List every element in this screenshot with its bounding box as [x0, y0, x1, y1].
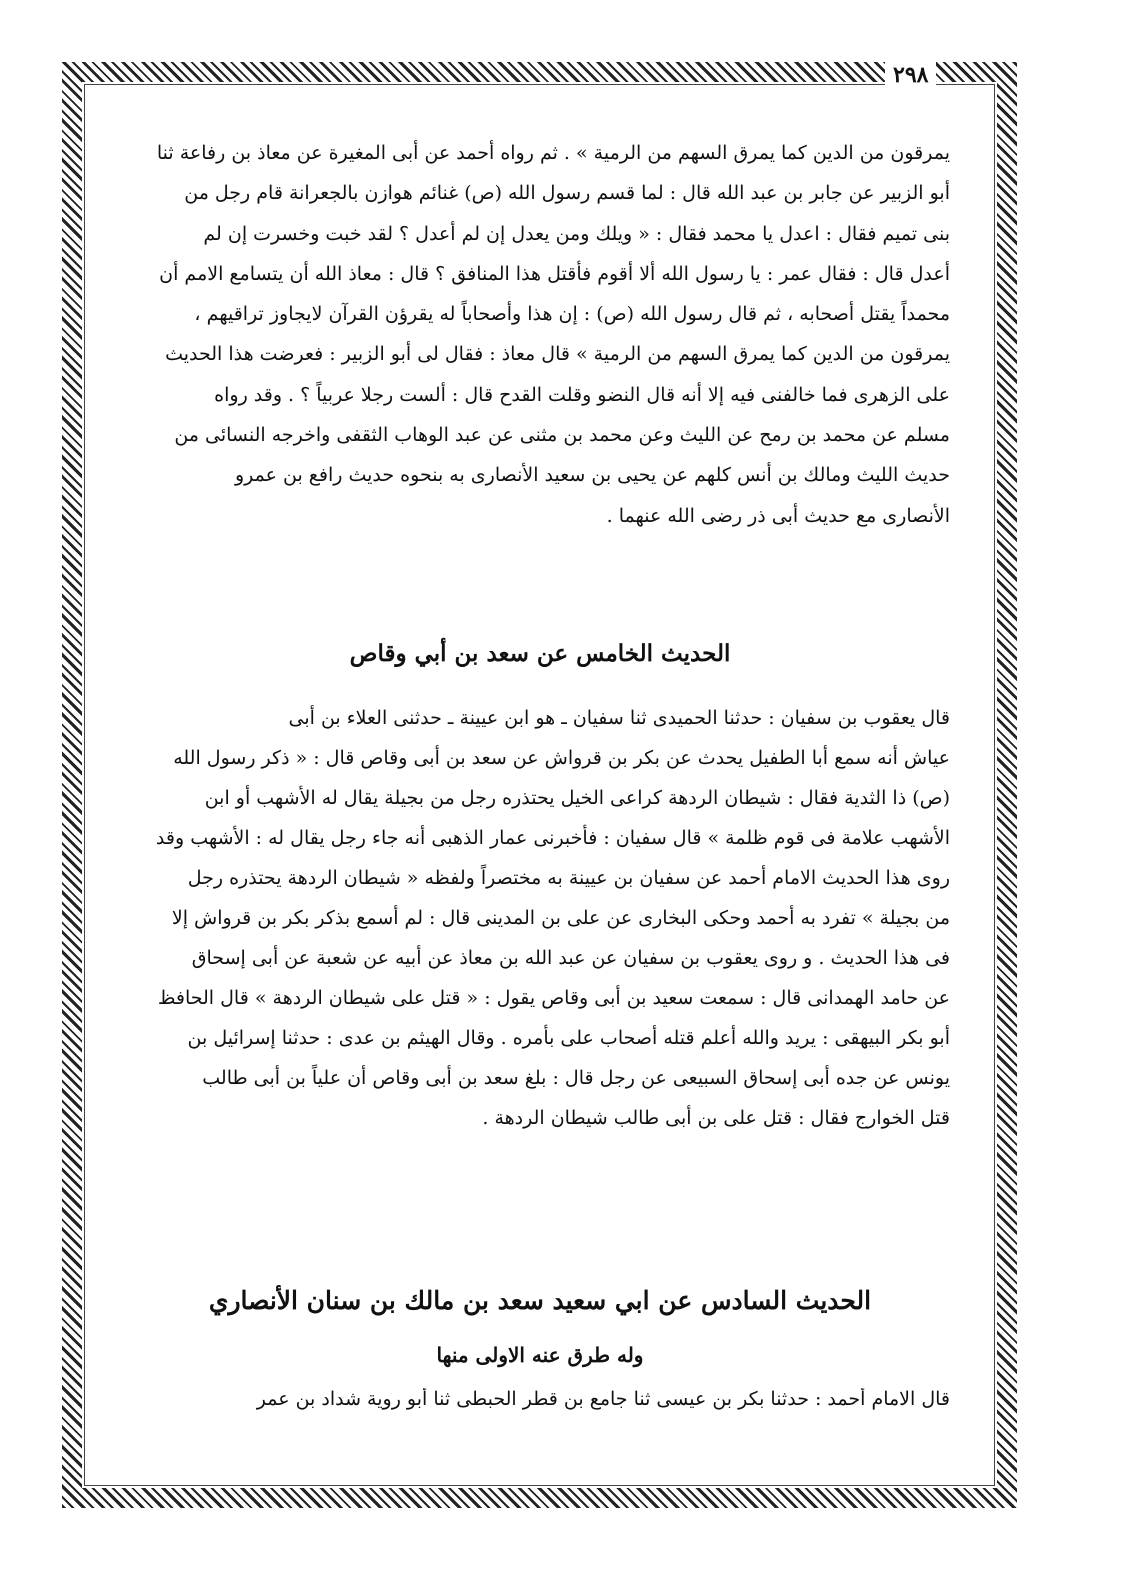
text-line: (ص) ذا الثدية فقال : شيطان الردهة كراعى الخيل يحتذره رجل من بجيلة يقال له الأشهب أو ابن: [204, 787, 950, 809]
page-number: ٢٩٨: [885, 62, 936, 88]
text-line: من بجيلة » تفرد به أحمد وحكى البخارى عن على بن المدينى قال : لم أسمع بذكر بكر بن قرواش إلا: [171, 907, 950, 929]
text-line: أبو الزبير عن جابر بن عبد الله قال : لما قسم رسول الله (ص) غنائم هوازن بالجعرانة قام رجل من: [184, 182, 950, 205]
text-line: يمرقون من الدين كما يمرق السهم من الرمية » . ثم رواه أحمد عن أبى المغيرة عن معاذ بن رفاعة ثنا: [156, 142, 950, 164]
text-line: عن حامد الهمدانى قال : سمعت سعيد بن أبى وقاص يقول : « قتل على شيطان الردهة » قال الحافظ: [157, 987, 950, 1009]
text-line: قال الامام أحمد : حدثنا بكر بن عيسى ثنا جامع بن قطر الحبطى ثنا أبو روية شداد بن عمر: [256, 1388, 950, 1410]
text-line: محمداً يقتل أصحابه ، ثم قال رسول الله (ص) : إن هذا وأصحاباً له يقرؤن القرآن لايجاوز تراقيهم ،: [194, 303, 950, 326]
text-line: عياش أنه سمع أبا الطفيل يحدث عن بكر بن قرواش عن سعد بن أبى وقاص قال : « ذكر رسول الله: [173, 747, 950, 769]
paragraph-2: [130, 698, 950, 1138]
paragraph-1: [130, 133, 950, 536]
text-line: الأنصارى مع حديث أبى ذر رضى الله عنهما .: [606, 504, 950, 527]
text-line: مسلم عن محمد بن رمح عن الليث وعن محمد بن مثنى عن عبد الوهاب الثقفى واخرجه النسائى من: [174, 424, 950, 447]
text-line: يونس عن جده أبى إسحاق السبيعى عن رجل قال : بلغ سعد بن أبى وقاص أن علياً بن أبى طالب: [202, 1067, 950, 1089]
text-line: يمرقون من الدين كما يمرق السهم من الرمية » قال معاذ : فقال لى أبو الزبير : فعرضت هذا الحديث: [165, 343, 950, 366]
text-line: بنى تميم فقال : اعدل يا محمد فقال : « ويلك ومن يعدل إن لم أعدل ؟ لقد خبت وخسرت إن لم: [203, 222, 950, 245]
text-line: أبو بكر البيهقى : يريد والله أعلم قتله أصحاب على بأمره . وقال الهيثم بن عدى : حدثنا إسرائيل بن: [187, 1027, 950, 1049]
text-line: قتل الخوارج فقال : قتل على بن أبى طالب شيطان الردهة .: [482, 1107, 950, 1129]
section-subheading: وله طرق عنه الاولى منها: [436, 1343, 644, 1367]
text-line: حديث الليث ومالك بن أنس كلهم عن يحيى بن سعيد الأنصارى به بنحوه حديث رافع بن عمرو: [234, 464, 950, 487]
text-line: على الزهرى فما خالفنى فيه إلا أنه قال النضو وقلت القدح قال : ألست رجلا عربياً ؟ . وقد رواه: [214, 383, 950, 406]
text-line: فى هذا الحديث . و روى يعقوب بن سفيان عن عبد الله بن معاذ عن أبيه عن شعبة عن أبى إسحاق: [191, 947, 950, 969]
text-line: أعدل قال : فقال عمر : يا رسول الله ألا أقوم فأقتل هذا المنافق ؟ قال : معاذ الله أن يتسامع الامم أن: [159, 262, 950, 285]
text-line: روى هذا الحديث الامام أحمد عن سفيان بن عيينة به مختصراً ولفظه « شيطان الردهة يحتذره رجل: [187, 867, 950, 889]
section-heading: الحديث السادس عن ابي سعيد سعد بن مالك بن سنان الأنصاري: [208, 1286, 872, 1315]
text-line: الأشهب علامة فى قوم ظلمة » قال سفيان : فأخبرنى عمار الذهبى أنه جاء رجل يقال له : الأشهب وقد: [155, 827, 950, 849]
section-heading: الحديث الخامس عن سعد بن أبي وقاص: [349, 640, 731, 667]
text-line: قال يعقوب بن سفيان : حدثنا الحميدى ثنا سفيان ـ هو ابن عيينة ـ حدثنى العلاء بن أبى: [288, 707, 950, 729]
